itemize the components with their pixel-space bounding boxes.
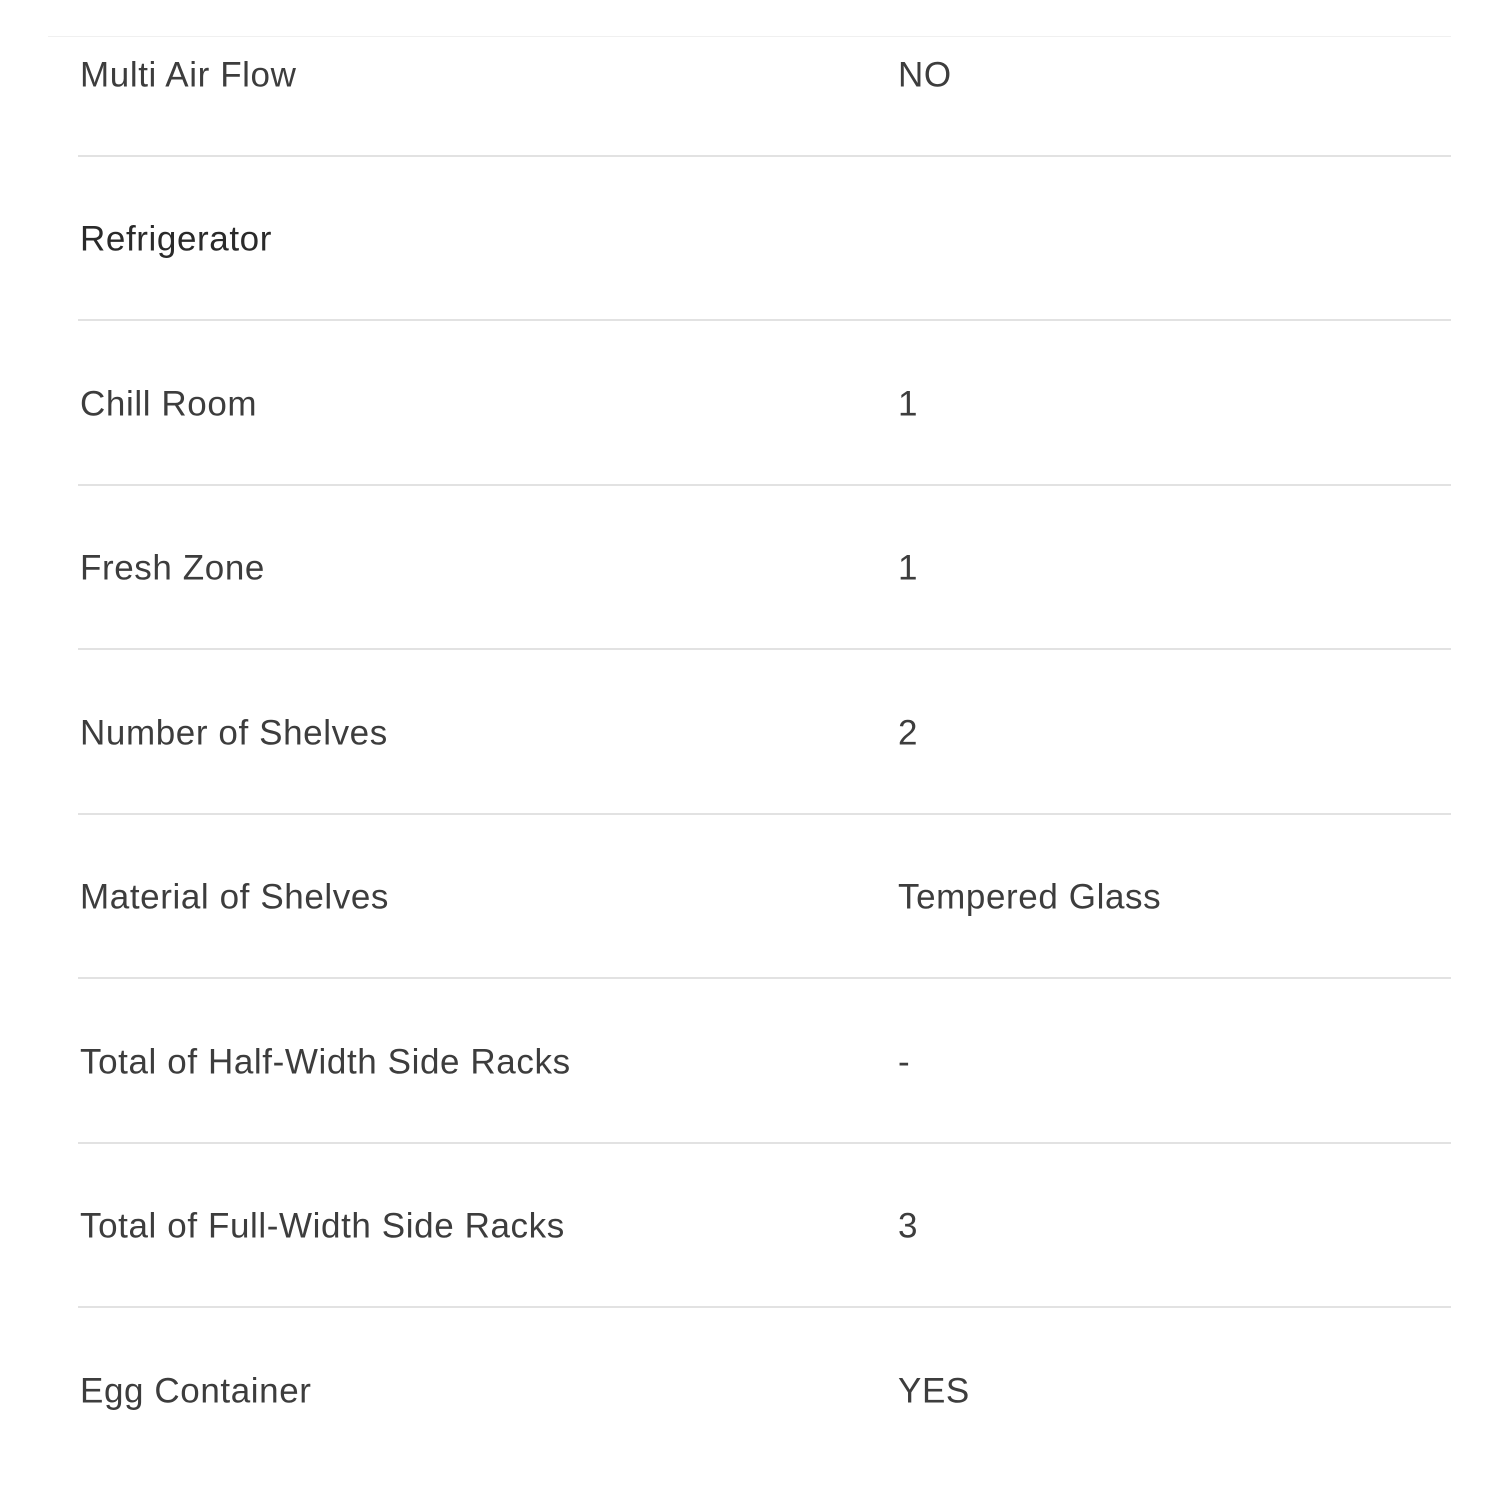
spec-label: Fresh Zone [80,548,265,588]
spec-label: Total of Full-Width Side Racks [80,1206,565,1246]
spec-value: - [898,1042,911,1082]
section-header-refrigerator [78,157,1451,321]
spec-value: 1 [898,384,919,424]
row-divider [78,1306,1451,1308]
spec-row-full-width-side-racks [78,1144,1451,1308]
row-divider [78,319,1451,321]
section-title: Refrigerator [80,219,272,259]
spec-label: Egg Container [80,1371,312,1411]
spec-label: Chill Room [80,384,258,424]
spec-row-egg-container [78,1309,1451,1473]
spec-value: 2 [898,713,919,753]
spec-row-fresh-zone [78,486,1451,650]
spec-row-material-of-shelves [78,815,1451,979]
spec-row-multi-air-flow [78,0,1451,157]
spec-row-half-width-side-racks [78,980,1451,1144]
spec-row-chill-room [78,322,1451,486]
spec-value: 3 [898,1206,919,1246]
spec-value: Tempered Glass [898,877,1162,917]
spec-label: Material of Shelves [80,877,390,917]
spec-row-number-of-shelves [78,651,1451,815]
spec-label: Total of Half-Width Side Racks [80,1042,571,1082]
row-divider [78,977,1451,979]
spec-label: Multi Air Flow [80,55,297,95]
spec-value: YES [898,1371,970,1411]
row-divider [78,648,1451,650]
spec-label: Number of Shelves [80,713,388,753]
spec-value: 1 [898,548,919,588]
spec-value: NO [898,55,952,95]
